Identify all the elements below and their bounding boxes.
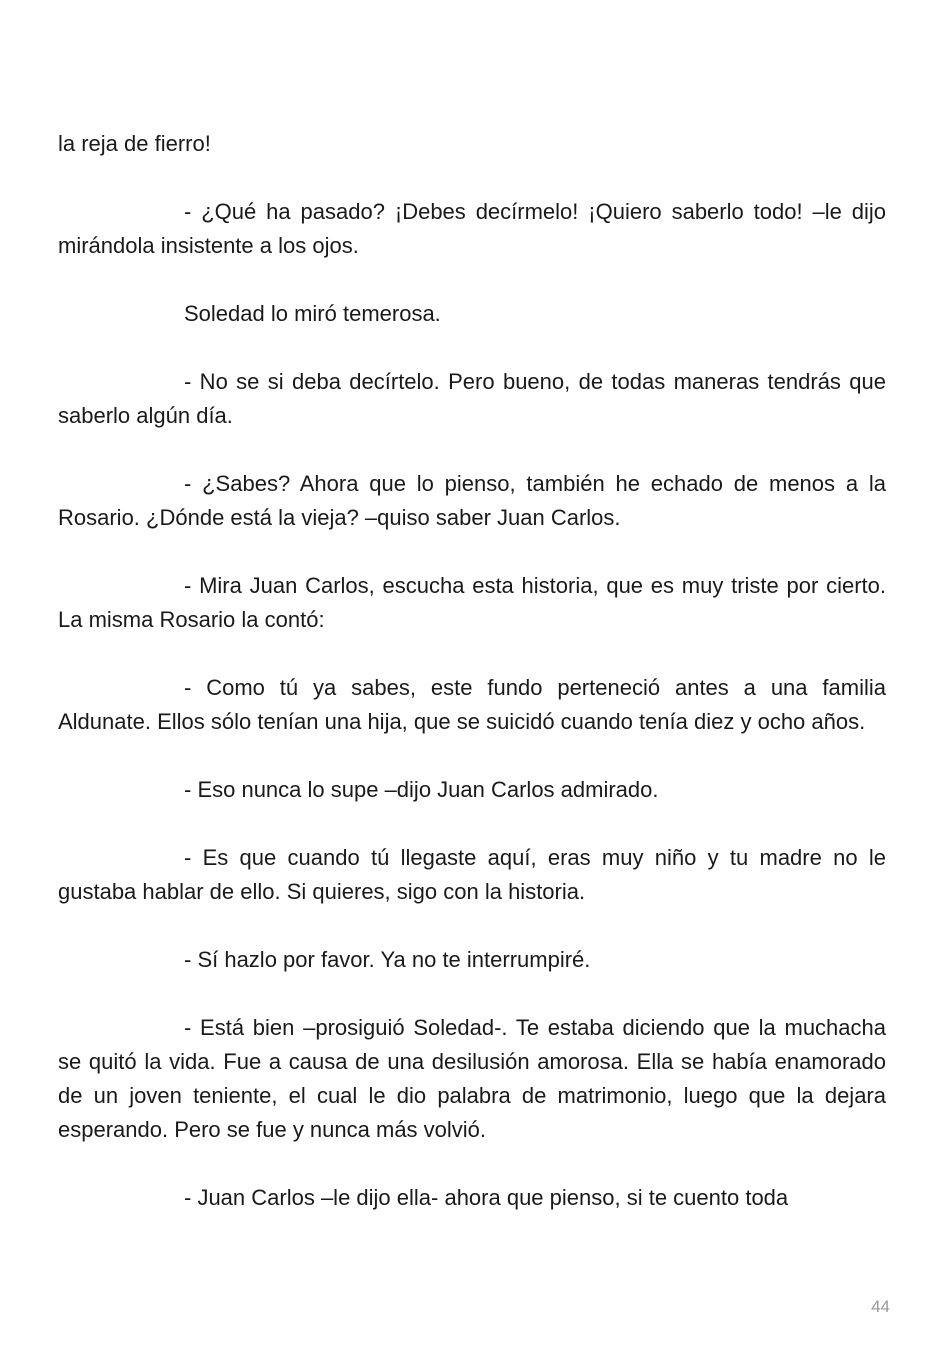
paragraph: - Como tú ya sabes, este fundo perteneció antes a una familia Aldunate. Ellos sólo tenían una hija, que se suicidó cuando tenía diez y ocho años. (58, 675, 886, 734)
paragraph: - Eso nunca lo supe –dijo Juan Carlos admirado. (184, 777, 659, 802)
paragraph: Soledad lo miró temerosa. (184, 301, 441, 326)
paragraph: - Juan Carlos –le dijo ella- ahora que pienso, si te cuento toda (184, 1185, 789, 1210)
paragraph: - Sí hazlo por favor. Ya no te interrumpiré. (184, 947, 591, 972)
paragraph: - ¿Sabes? Ahora que lo pienso, también he echado de menos a la Rosario. ¿Dónde está la vieja? –quiso saber Juan Carlos. (58, 471, 886, 530)
paragraph: - Está bien –prosiguió Soledad-. Te estaba diciendo que la muchacha se quitó la vida. Fue a causa de una desilusión amorosa. Ella se había enamorado de un joven teniente, el cual le dio palabra de matrimonio, luego que la dejara esperando. Pero se fue y nunca más volvió. (58, 1015, 886, 1142)
paragraph: - No se si deba decírtelo. Pero bueno, de todas maneras tendrás que saberlo algún día. (58, 369, 886, 428)
text-body (58, 127, 886, 1215)
paragraph: - ¿Qué ha pasado? ¡Debes decírmelo! ¡Quiero saberlo todo! –le dijo mirándola insistente a los ojos. (58, 199, 886, 258)
paragraph: - Mira Juan Carlos, escucha esta historia, que es muy triste por cierto. La misma Rosario la contó: (58, 573, 886, 632)
paragraph: la reja de fierro! (58, 131, 211, 156)
page-number: 44 (871, 1297, 890, 1316)
paragraph: - Es que cuando tú llegaste aquí, eras muy niño y tu madre no le gustaba hablar de ello. Si quieres, sigo con la historia. (58, 845, 886, 904)
